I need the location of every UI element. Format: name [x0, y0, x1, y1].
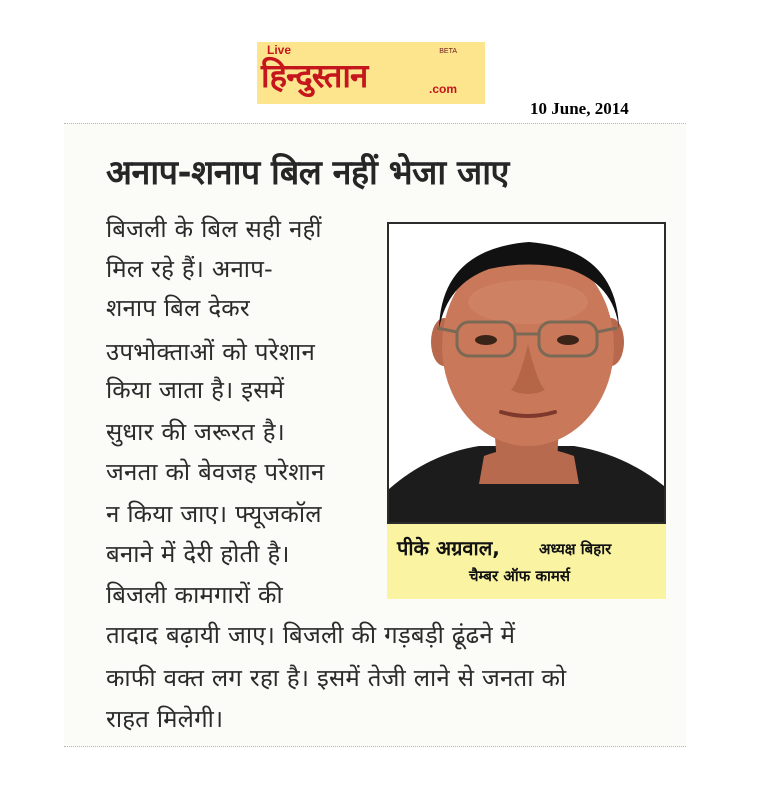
article-line: राहत मिलेगी।: [106, 705, 224, 733]
clipping-top-divider: [64, 123, 686, 124]
article-line: मिल रहे हैं। अनाप-: [106, 255, 273, 283]
article-line: जनता को बेवजह परेशान: [106, 458, 325, 486]
article-headline: अनाप-शनाप बिल नहीं भेजा जाए: [106, 153, 509, 193]
article-line: उपभोक्ताओं को परेशान: [106, 338, 315, 366]
clipping-bottom-divider: [64, 746, 686, 747]
hindustan-logo[interactable]: [257, 42, 485, 104]
publication-date: 10 June, 2014: [530, 99, 629, 118]
portrait-photo: [387, 222, 666, 524]
article-line: न किया जाए। फ्यूजकॉल: [106, 500, 322, 528]
photo-caption: [387, 524, 666, 599]
article-line: बनाने में देरी होती है।: [106, 540, 290, 568]
logo-wordmark: हिन्दुस्तान: [261, 56, 368, 95]
caption-person-name: पीके अग्रवाल,: [397, 536, 500, 560]
logo-live-text: Live: [267, 43, 292, 57]
portrait-illustration: [389, 224, 664, 522]
article-line: किया जाता है। इसमें: [106, 376, 285, 404]
article-line: बिजली कामगारों की: [106, 581, 283, 609]
caption-organization: चैम्बर ऑफ कामर्स: [469, 567, 570, 585]
article-line: बिजली के बिल सही नहीं: [106, 215, 322, 243]
logo-domain-suffix: .com: [428, 82, 457, 96]
article-line: काफी वक्त लग रहा है। इसमें तेजी लाने से जनता को: [106, 664, 567, 692]
article-line: तादाद बढ़ायी जाए। बिजली की गड़बड़ी ढूंढने में: [106, 621, 516, 649]
article-line: शनाप बिल देकर: [106, 294, 250, 322]
caption-person-role: अध्यक्ष बिहार: [539, 540, 612, 558]
logo-beta-badge: BETA: [439, 48, 457, 55]
article-line: सुधार की जरूरत है।: [106, 418, 285, 446]
